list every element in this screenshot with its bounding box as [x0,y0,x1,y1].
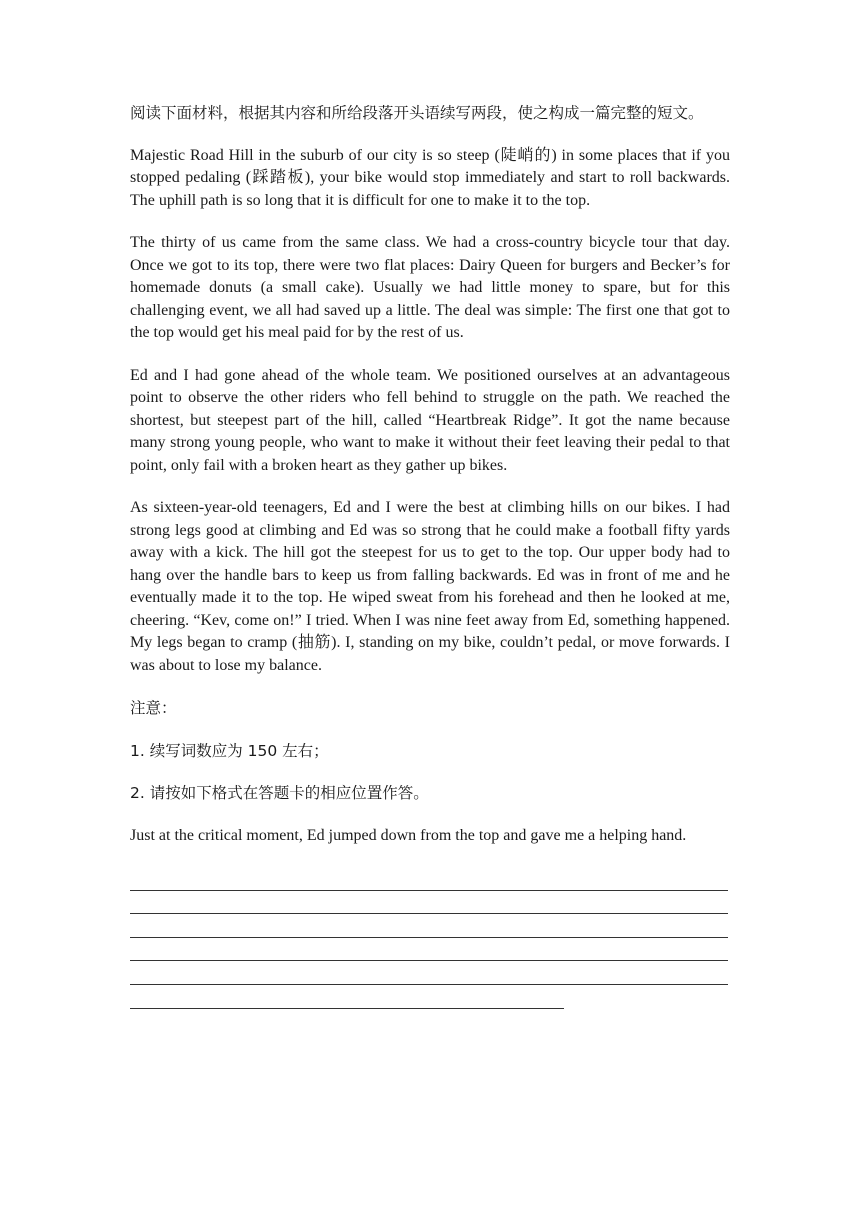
story-paragraph-3: Ed and I had gone ahead of the whole team. We positioned ourselves at an advantageous point to observe the other riders who fell behind to struggle on the path. We reached the shortest, but steepest part of the hill, called “Heartbreak Ridge”. It got the name because many strong young people, who want to make it without their feet leaving their pedal to that point, only fail with a broken heart as they gather up bikes. [130,366,730,474]
story-paragraph-4: As sixteen-year-old teenagers, Ed and I were the best at climbing hills on our bikes. I had strong legs good at climbing and Ed was so strong that he could make a football fifty yards away with a kick. The hill got the steepest for us to get to the top. Our upper body had to hang over the handle bars to keep us from falling backwards. Ed was in front of me and he eventually made it to the top. He wiped sweat from his forehead and then he looked at me, cheering. “Kev, come on!” I tried. When I was nine feet away from Ed, something happened. My legs began to cramp (抽筋). I, standing on my bike, couldn’t pedal, or move forwards. I was about to lose my balance. [130,499,730,674]
answer-area [130,867,730,1009]
story-paragraph-2: The thirty of us came from the same class. We had a cross-country bicycle tour that day. Once we got to its top, there were two flat places: Dairy Queen for burgers and Becker’s for homemade donuts (a small cake). Usually we had little money to spare, but for this challenging event, we all had saved up a little. The deal was simple: The first one that got to the top would get his meal paid for by the rest of us. [130,234,730,341]
answer-line [130,938,728,962]
continuation-prompt: Just at the critical moment, Ed jumped down from the top and gave me a helping hand. [130,826,687,844]
answer-line [130,891,728,915]
notes-heading: 注意： [130,699,177,717]
answer-line [130,867,728,891]
story-paragraph-1: Majestic Road Hill in the suburb of our city is so steep (陡峭的) in some places that if you stopped pedaling (踩踏板), your bike would stop immediately and start to roll backwards. The uphill path is so long that it is difficult for one to make it to the top. [130,146,730,209]
answer-line [130,914,728,938]
answer-line [130,961,728,985]
note-item-2: 2. 请按如下格式在答题卡的相应位置作答。 [130,784,429,802]
note-item-1: 1. 续写词数应为 150 左右； [130,741,329,760]
instruction-text: 阅读下面材料，根据其内容和所给段落开头语续写两段，使之构成一篇完整的短文。 [130,104,704,122]
document-page [130,102,730,1009]
answer-line [130,985,564,1009]
